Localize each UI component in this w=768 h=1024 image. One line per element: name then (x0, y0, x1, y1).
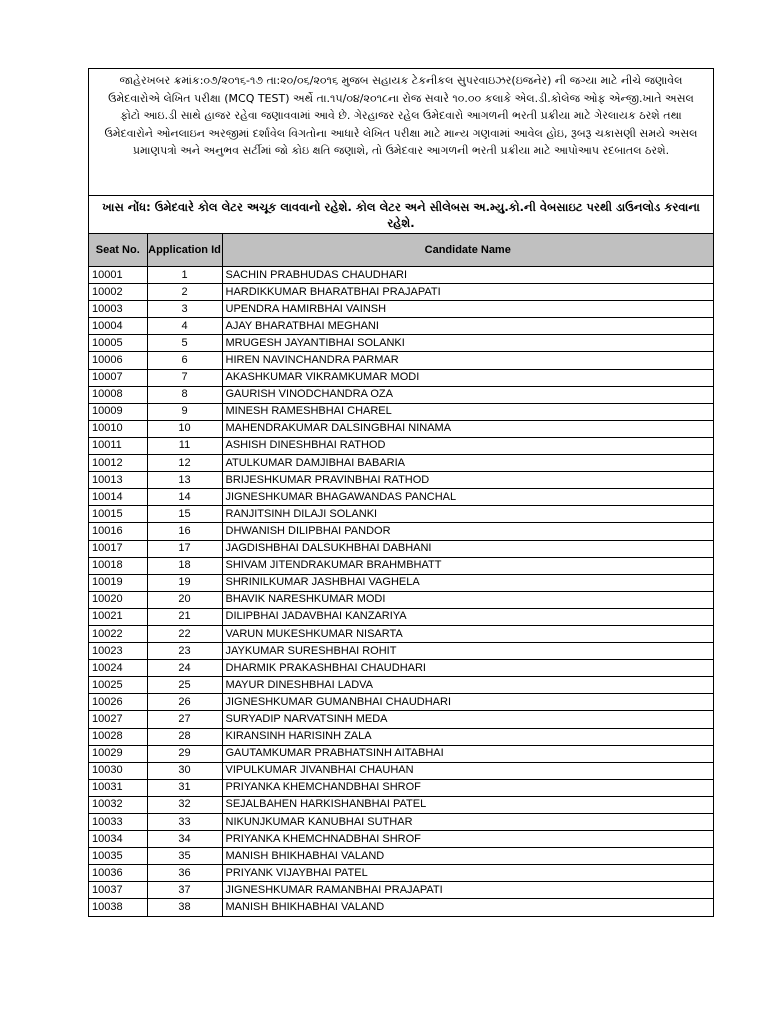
application-id-cell: 37 (147, 882, 222, 899)
table-row (89, 677, 713, 694)
special-note: ખાસ નોંધ: ઉમેદવારે કોલ લેટર અચૂક લાવવાનો રહેશે. કોલ લેટર અને સીલેબસ અ.મ્યુ.કો.ની વેબસાઇટ પરથી ડાઉનલોડ કરવાના રહેશે. (89, 196, 713, 234)
seat-no-cell: 10001 (89, 267, 147, 284)
application-id-cell: 8 (147, 386, 222, 403)
candidate-name-cell: HIREN NAVINCHANDRA PARMAR (222, 352, 713, 369)
candidate-name-cell: DILIPBHAI JADAVBHAI KANZARIYA (222, 608, 713, 625)
seat-no-cell: 10035 (89, 848, 147, 865)
application-id-cell: 29 (147, 745, 222, 762)
table-row (89, 301, 713, 318)
seat-no-cell: 10021 (89, 608, 147, 625)
table-row (89, 284, 713, 301)
candidate-name-cell: SHRINILKUMAR JASHBHAI VAGHELA (222, 574, 713, 591)
table-row (89, 643, 713, 660)
candidate-name-cell: MANISH BHIKHABHAI VALAND (222, 899, 713, 916)
application-id-cell: 31 (147, 779, 222, 796)
table-row (89, 267, 713, 284)
candidate-name-cell: MANISH BHIKHABHAI VALAND (222, 848, 713, 865)
table-row (89, 489, 713, 506)
table-row (89, 591, 713, 608)
table-body (89, 267, 713, 916)
application-id-cell: 5 (147, 335, 222, 352)
seat-no-cell: 10011 (89, 437, 147, 454)
application-id-cell: 25 (147, 677, 222, 694)
table-row (89, 899, 713, 916)
seat-no-cell: 10006 (89, 352, 147, 369)
table-row (89, 608, 713, 625)
candidate-name-cell: SHIVAM JITENDRAKUMAR BRAHMBHATT (222, 557, 713, 574)
table-row (89, 540, 713, 557)
candidate-name-cell: AJAY BHARATBHAI MEGHANI (222, 318, 713, 335)
candidate-name-cell: JIGNESHKUMAR BHAGAWANDAS PANCHAL (222, 489, 713, 506)
candidate-name-cell: PRIYANKA KHEMCHANDBHAI SHROF (222, 779, 713, 796)
application-id-cell: 36 (147, 865, 222, 882)
seat-no-cell: 10002 (89, 284, 147, 301)
candidate-name-cell: SURYADIP NARVATSINH MEDA (222, 711, 713, 728)
seat-no-cell: 10012 (89, 455, 147, 472)
candidate-name-cell: JAGDISHBHAI DALSUKHBHAI DABHANI (222, 540, 713, 557)
application-id-cell: 17 (147, 540, 222, 557)
candidate-name-cell: VIPULKUMAR JIVANBHAI CHAUHAN (222, 762, 713, 779)
seat-no-cell: 10013 (89, 472, 147, 489)
seat-no-cell: 10015 (89, 506, 147, 523)
table-row (89, 437, 713, 454)
application-id-cell: 3 (147, 301, 222, 318)
table-row (89, 711, 713, 728)
seat-no-cell: 10026 (89, 694, 147, 711)
candidate-name-cell: JIGNESHKUMAR GUMANBHAI CHAUDHARI (222, 694, 713, 711)
table-row (89, 779, 713, 796)
candidate-name-cell: JAYKUMAR SURESHBHAI ROHIT (222, 643, 713, 660)
candidate-name-cell: MRUGESH JAYANTIBHAI SOLANKI (222, 335, 713, 352)
table-row (89, 660, 713, 677)
table-row (89, 455, 713, 472)
seat-no-cell: 10008 (89, 386, 147, 403)
candidate-name-cell: HARDIKKUMAR BHARATBHAI PRAJAPATI (222, 284, 713, 301)
candidate-name-cell: SACHIN PRABHUDAS CHAUDHARI (222, 267, 713, 284)
table-row (89, 472, 713, 489)
table-row (89, 745, 713, 762)
table-header-row (89, 234, 713, 267)
seat-no-cell: 10024 (89, 660, 147, 677)
candidate-name-cell: KIRANSINH HARISINH ZALA (222, 728, 713, 745)
table-row (89, 506, 713, 523)
table-row (89, 694, 713, 711)
candidate-name-cell: GAUTAMKUMAR PRABHATSINH AITABHAI (222, 745, 713, 762)
seat-no-cell: 10020 (89, 591, 147, 608)
application-id-cell: 7 (147, 369, 222, 386)
candidate-name-cell: BRIJESHKUMAR PRAVINBHAI RATHOD (222, 472, 713, 489)
table-row (89, 848, 713, 865)
candidate-name-cell: MINESH RAMESHBHAI CHAREL (222, 403, 713, 420)
candidate-name-cell: SEJALBAHEN HARKISHANBHAI PATEL (222, 796, 713, 813)
seat-no-cell: 10037 (89, 882, 147, 899)
seat-no-cell: 10003 (89, 301, 147, 318)
candidate-name-cell: MAHENDRAKUMAR DALSINGBHAI NINAMA (222, 420, 713, 437)
application-id-cell: 13 (147, 472, 222, 489)
document-sheet (88, 68, 714, 917)
candidate-name-cell: JIGNESHKUMAR RAMANBHAI PRAJAPATI (222, 882, 713, 899)
candidate-name-cell: AKASHKUMAR VIKRAMKUMAR MODI (222, 369, 713, 386)
table-row (89, 403, 713, 420)
seat-no-cell: 10031 (89, 779, 147, 796)
application-id-cell: 22 (147, 625, 222, 642)
seat-no-header: Seat No. (89, 234, 147, 267)
seat-no-cell: 10025 (89, 677, 147, 694)
seat-no-cell: 10004 (89, 318, 147, 335)
application-id-cell: 33 (147, 814, 222, 831)
candidate-name-cell: BHAVIK NARESHKUMAR MODI (222, 591, 713, 608)
application-id-cell: 35 (147, 848, 222, 865)
seat-no-cell: 10030 (89, 762, 147, 779)
application-id-cell: 16 (147, 523, 222, 540)
table-row (89, 369, 713, 386)
seat-no-cell: 10034 (89, 831, 147, 848)
application-id-cell: 11 (147, 437, 222, 454)
seat-no-cell: 10017 (89, 540, 147, 557)
candidate-name-header: Candidate Name (222, 234, 713, 267)
candidate-name-cell: DHWANISH DILIPBHAI PANDOR (222, 523, 713, 540)
application-id-cell: 6 (147, 352, 222, 369)
application-id-cell: 15 (147, 506, 222, 523)
application-id-cell: 9 (147, 403, 222, 420)
application-id-cell: 38 (147, 899, 222, 916)
seat-no-cell: 10022 (89, 625, 147, 642)
candidate-name-cell: NIKUNJKUMAR KANUBHAI SUTHAR (222, 814, 713, 831)
application-id-cell: 30 (147, 762, 222, 779)
application-id-cell: 2 (147, 284, 222, 301)
table-row (89, 420, 713, 437)
seat-no-cell: 10028 (89, 728, 147, 745)
seat-no-cell: 10016 (89, 523, 147, 540)
candidate-name-cell: DHARMIK PRAKASHBHAI CHAUDHARI (222, 660, 713, 677)
candidate-name-cell: GAURISH VINODCHANDRA OZA (222, 386, 713, 403)
seat-no-cell: 10005 (89, 335, 147, 352)
table-row (89, 574, 713, 591)
seat-no-cell: 10009 (89, 403, 147, 420)
table-row (89, 318, 713, 335)
application-id-cell: 19 (147, 574, 222, 591)
application-id-cell: 24 (147, 660, 222, 677)
application-id-cell: 1 (147, 267, 222, 284)
seat-no-cell: 10027 (89, 711, 147, 728)
candidate-name-cell: RANJITSINH DILAJI SOLANKI (222, 506, 713, 523)
application-id-cell: 28 (147, 728, 222, 745)
candidate-name-cell: PRIYANKA KHEMCHNADBHAI SHROF (222, 831, 713, 848)
application-id-cell: 34 (147, 831, 222, 848)
candidate-name-cell: VARUN MUKESHKUMAR NISARTA (222, 625, 713, 642)
notice-paragraph: જાહેરખબર ક્રમાંક:૦૭/૨૦૧૬-૧૭ તા:૨૦/૦૬/૨૦૧૬ મુજબ સહાયક ટેકનીકલ સુપરવાઇઝર(ઇજનેર) ની જગ્યા માટે નીચે જણાવેલ ઉમેદવારોએ લેખિત પરીક્ષા (MCQ TEST) અર્થે તા.૧૫/૦૪/૨૦૧૮ના રોજ સવારે ૧૦.૦૦ કલાકે એલ.ડી.કોલેજ ઓફ એન્જી.ખાતે અસલ ફોટો આઇ.ડી સાથે હાજર રહેવા જણાવવામાં આવે છે. ગેરહાજર રહેલ ઉમેદવારો આગળની ભરતી પ્રક્રીયા માટે ગેરલાયક ઠરશે તથા ઉમેદવારોને ઓનલાઇન અરજીમાં દર્શાવેલ વિગતોના આધારે લેખિત પરીક્ષા માટે માન્ય ગણવામાં આવેલ હોઇ, રૂબરૂ ચકાસણી સમયે અસલ પ્રમાણપત્રો અને અનુભવ સર્ટીમાં જો કોઇ ક્ષતિ જણાશે, તો ઉમેદવાર આગળની ભરતી પ્રક્રીયા માટે આપોઆપ રદબાતલ ઠરશે. (89, 69, 713, 196)
candidate-name-cell: UPENDRA HAMIRBHAI VAINSH (222, 301, 713, 318)
seat-no-cell: 10023 (89, 643, 147, 660)
seat-no-cell: 10007 (89, 369, 147, 386)
seat-no-cell: 10029 (89, 745, 147, 762)
application-id-cell: 10 (147, 420, 222, 437)
seat-no-cell: 10032 (89, 796, 147, 813)
seat-no-cell: 10010 (89, 420, 147, 437)
table-row (89, 523, 713, 540)
table-row (89, 352, 713, 369)
application-id-cell: 27 (147, 711, 222, 728)
seat-no-cell: 10036 (89, 865, 147, 882)
application-id-header: Application Id (147, 234, 222, 267)
candidate-name-cell: ASHISH DINESHBHAI RATHOD (222, 437, 713, 454)
application-id-cell: 12 (147, 455, 222, 472)
table-row (89, 335, 713, 352)
application-id-cell: 14 (147, 489, 222, 506)
application-id-cell: 32 (147, 796, 222, 813)
candidate-name-cell: ATULKUMAR DAMJIBHAI BABARIA (222, 455, 713, 472)
table-row (89, 728, 713, 745)
candidate-name-cell: MAYUR DINESHBHAI LADVA (222, 677, 713, 694)
seat-no-cell: 10033 (89, 814, 147, 831)
table-row (89, 762, 713, 779)
table-row (89, 831, 713, 848)
application-id-cell: 21 (147, 608, 222, 625)
application-id-cell: 23 (147, 643, 222, 660)
seat-no-cell: 10018 (89, 557, 147, 574)
table-row (89, 865, 713, 882)
application-id-cell: 20 (147, 591, 222, 608)
application-id-cell: 4 (147, 318, 222, 335)
table-row (89, 386, 713, 403)
application-id-cell: 18 (147, 557, 222, 574)
candidate-name-cell: PRIYANK VIJAYBHAI PATEL (222, 865, 713, 882)
table-row (89, 557, 713, 574)
table-row (89, 625, 713, 642)
seat-no-cell: 10014 (89, 489, 147, 506)
table-row (89, 814, 713, 831)
application-id-cell: 26 (147, 694, 222, 711)
table-row (89, 796, 713, 813)
table-row (89, 882, 713, 899)
seat-no-cell: 10038 (89, 899, 147, 916)
candidate-table (89, 234, 713, 916)
seat-no-cell: 10019 (89, 574, 147, 591)
